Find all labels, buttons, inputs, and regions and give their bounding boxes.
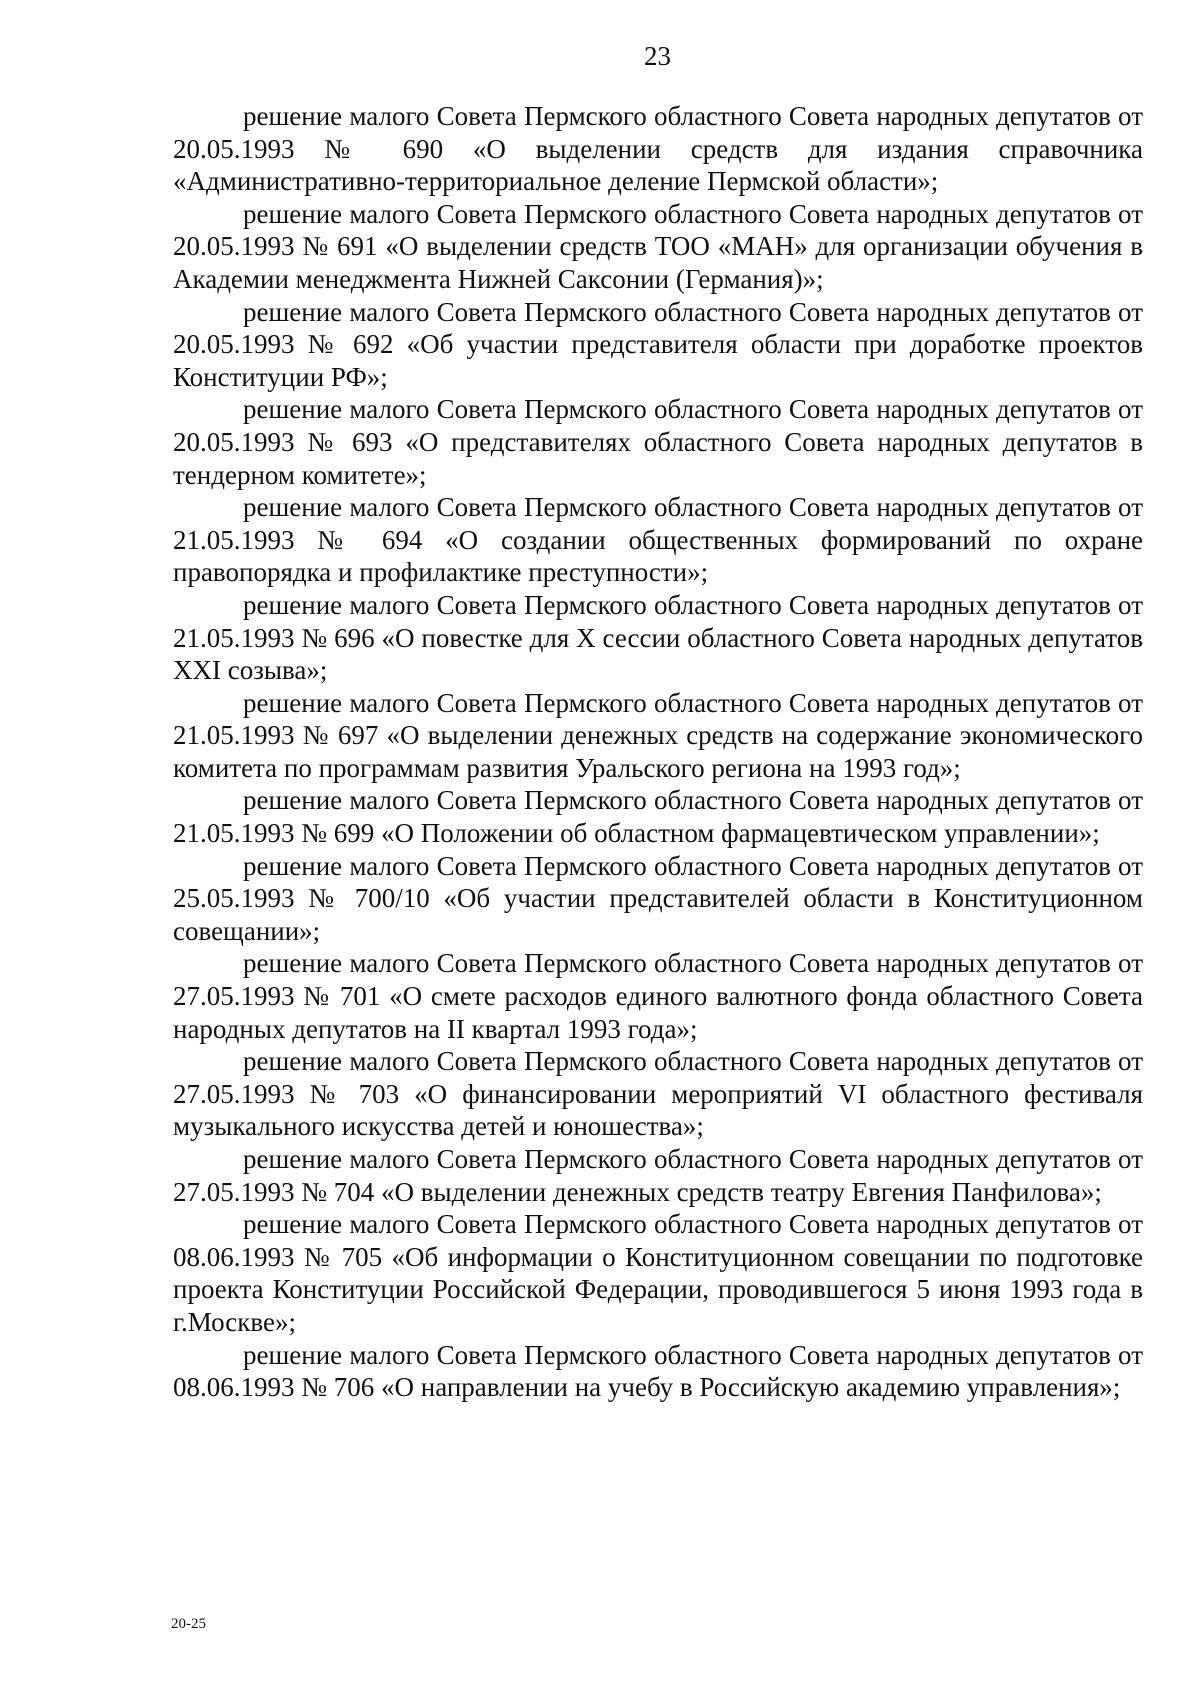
- decision-item: решение малого Совета Пермского областного Совета народных депутатов от 20.05.1993 № 692 «Об участии представителя области при доработке проектов Конституции РФ»;: [173, 296, 1143, 392]
- decision-item: решение малого Совета Пермского областного Совета народных депутатов от 27.05.1993 № 701 «О смете расходов единого валютного фонда областного Совета народных депутатов на II квартал 1993 года»;: [173, 948, 1143, 1044]
- decision-item: решение малого Совета Пермского областного Совета народных депутатов от 21.05.1993 № 699 «О Положении об областном фармацевтическом управлении»;: [173, 785, 1143, 849]
- decision-item: решение малого Совета Пермского областного Совета народных депутатов от 20.05.1993 № 691 «О выделении средств ТОО «МАН» для организации обучения в Академии менеджмента Нижней Саксонии (Германия)»;: [173, 198, 1143, 294]
- decision-item: решение малого Совета Пермского областного Совета народных депутатов от 20.05.1993 № 693 «О представителях областного Совета народных депутатов в тендерном комитете»;: [173, 394, 1143, 490]
- footer-code: 20-25: [171, 1616, 206, 1632]
- decision-item: решение малого Совета Пермского областного Совета народных депутатов от 27.05.1993 № 704 «О выделении денежных средств театру Евгения Панфилова»;: [173, 1144, 1143, 1207]
- decision-item: решение малого Совета Пермского областного Совета народных депутатов от 21.05.1993 № 696 «О повестке для X сессии областного Совета народных депутатов XXI созыва»;: [173, 589, 1143, 686]
- decision-item: решение малого Совета Пермского областного Совета народных депутатов от 21.05.1993 № 697 «О выделении денежных средств на содержание экономического комитета по программам развития Уральского региона на 1993 год»;: [173, 687, 1143, 783]
- decision-item: решение малого Совета Пермского областного Совета народных депутатов от 21.05.1993 № 694 «О создании общественных формирований по охране правопорядка и профилактике преступности»;: [173, 492, 1143, 588]
- decision-item: решение малого Совета Пермского областного Совета народных депутатов от 08.06.1993 № 706 «О направлении на учебу в Российскую академию управления»;: [173, 1339, 1143, 1403]
- document-body: [173, 100, 1143, 1404]
- page-number: 23: [644, 41, 671, 71]
- decision-item: решение малого Совета Пермского областного Совета народных депутатов от 20.05.1993 № 690 «О выделении средств для издания справочника «Административно-территориальное деление Пермской области»;: [173, 101, 1143, 197]
- decision-item: решение малого Совета Пермского областного Совета народных депутатов от 08.06.1993 № 705 «Об информации о Конституционном совещании по подготовке проекта Конституции Российской Федерации, проводившегося 5 июня 1993 года в г.Москве»;: [173, 1209, 1143, 1337]
- decision-item: решение малого Совета Пермского областного Совета народных депутатов от 27.05.1993 № 703 «О финансировании мероприятий VI областного фестиваля музыкального искусства детей и юношества»;: [173, 1046, 1143, 1142]
- decision-item: решение малого Совета Пермского областного Совета народных депутатов от 25.05.1993 № 700/10 «Об участии представителей области в Конституционном совещании»;: [173, 850, 1143, 946]
